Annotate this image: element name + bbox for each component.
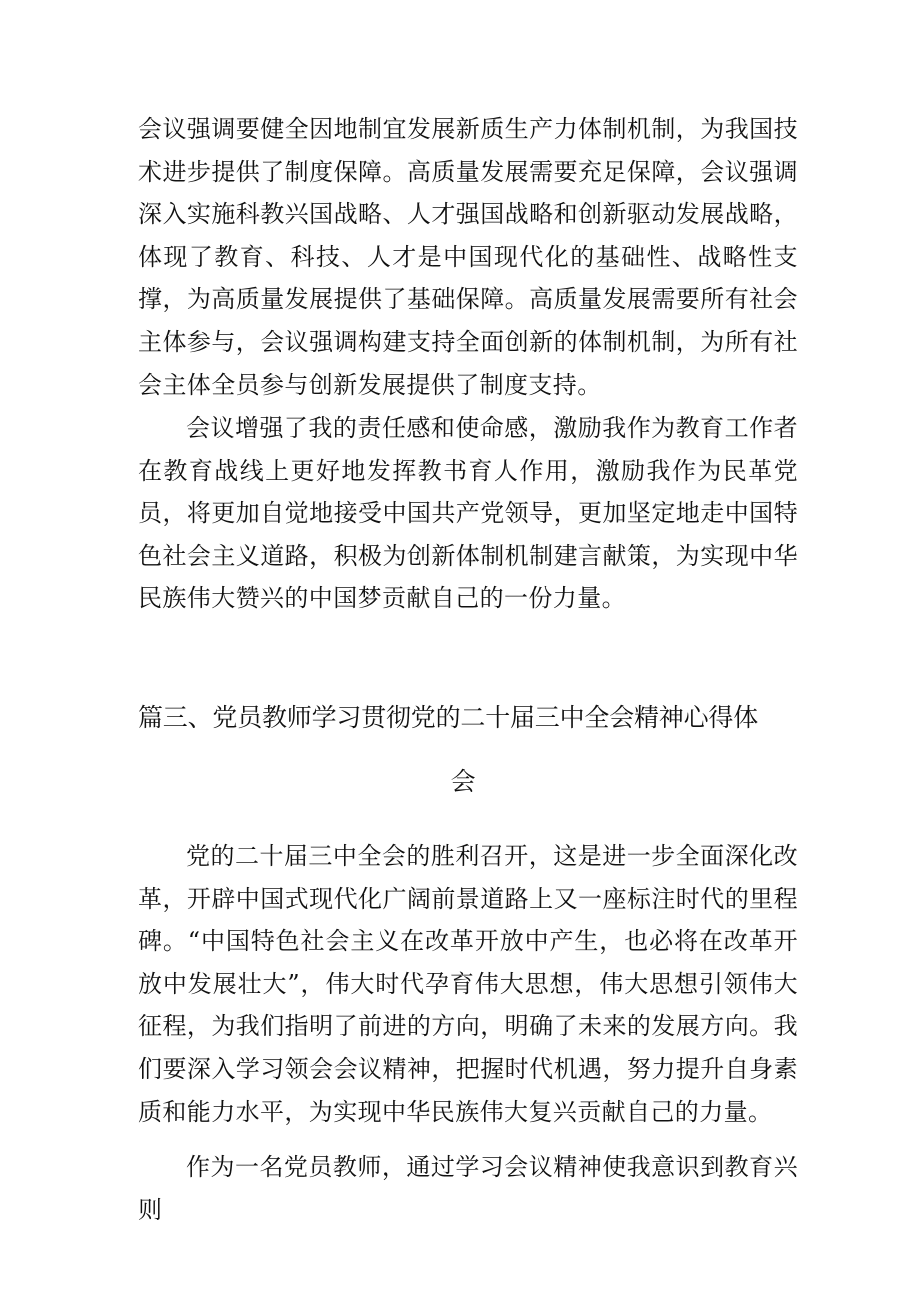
section-heading-line1: 篇三、党员教师学习贯彻党的二十届三中全会精神心得体 <box>138 703 759 732</box>
paragraph-plenary-session: 党的二十届三中全会的胜利召开，这是进一步全面深化改革，开辟中国式现代化广阔前景道路上又一座标注时代的里程碑。“中国特色社会主义在改革开放中产生，也必将在改革开放中发展壮大”，伟大时代孕育伟大思想，伟大思想引领伟大征程，为我们指明了前进的方向，明确了未来的发展方向。我们要深入学习领会会议精神，把握时代机遇，努力提升自身素质和能力水平，为实现中华民族伟大复兴贡献自己的力量。 <box>138 842 798 1126</box>
paragraph-responsibility: 会议增强了我的责任感和使命感，激励我作为教育工作者在教育战线上更好地发挥教书育人作用，激励我作为民革党员，将更加自觉地接受中国共产党领导，更加坚定地走中国特色社会主义道路，积极为创新体制机制建言献策，为实现中华民族伟大赞兴的中国梦贡献自己的一份力量。 <box>138 414 798 613</box>
paragraph-continuation: 会议强调要健全因地制宜发展新质生产力体制机制，为我国技术进步提供了制度保障。高质量发展需要充足保障，会议强调深入实施科教兴国战略、人才强国战略和创新驱动发展战略，体现了教育、科技、人才是中国现代化的基础性、战略性支撑，为高质量发展提供了基础保障。高质量发展需要所有社会主体参与，会议强调构建支持全面创新的体制机制，为所有社会主体全员参与创新发展提供了制度支持。 <box>138 115 798 399</box>
paragraph-party-teacher: 作为一名党员教师，通过学习会议精神使我意识到教育兴则 <box>138 1153 798 1224</box>
section-heading <box>138 686 798 814</box>
section-heading-line2: 会 <box>450 767 476 796</box>
